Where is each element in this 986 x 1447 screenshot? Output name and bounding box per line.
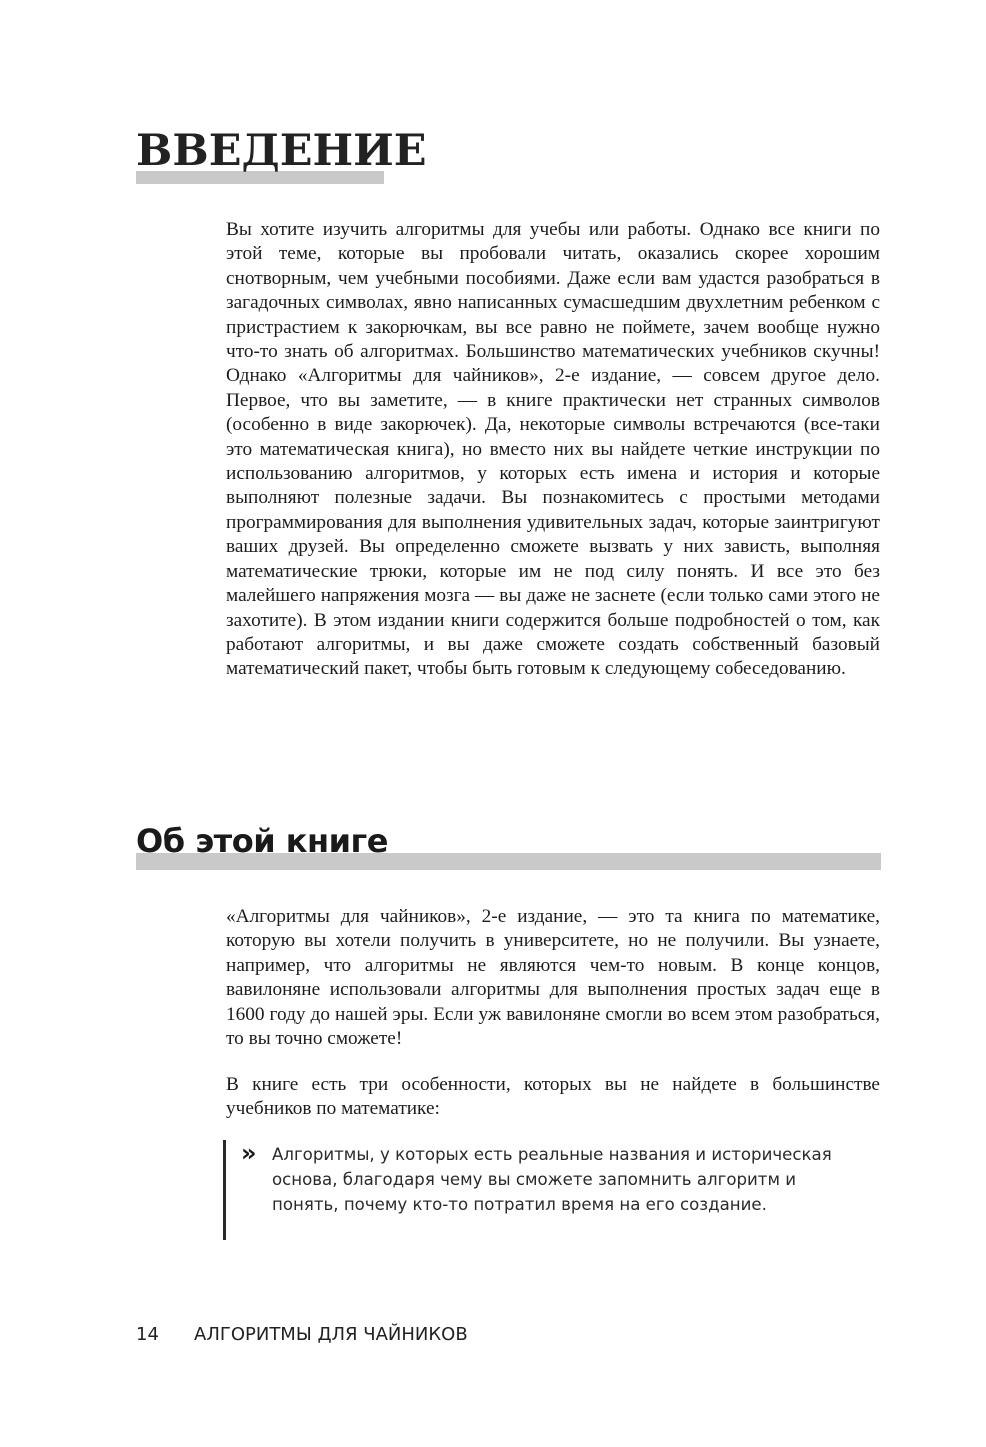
bullet-vertical-rule: [223, 1140, 226, 1240]
page-footer: [136, 1322, 468, 1348]
chapter-title: [136, 118, 427, 184]
page-number: 14: [136, 1324, 159, 1345]
section-title-about: [136, 818, 881, 870]
bullet-list-item: [223, 1140, 863, 1240]
running-title: АЛГОРИТМЫ ДЛЯ ЧАЙНИКОВ: [194, 1324, 468, 1345]
double-chevron-icon: »: [241, 1139, 257, 1167]
chapter-title-text: ВВЕДЕНИЕ: [136, 126, 427, 176]
about-paragraph-2: В книге есть три особенности, которых вы не найдете в большинстве учебников по математике:: [226, 1074, 880, 1120]
intro-paragraph: Вы хотите изучить алгоритмы для учебы или работы. Однако все книги по этой теме, которые вы пробовали читать, оказались скорее хорошим снотворным, чем учебными пособиями. Даже если вам удастся разобраться в загадочных символах, явно написанных сумасшедшим двухлетним ребенком с пристрастием к закорючкам, вы все равно не поймете, зачем вообще нужно что-то знать об алгоритмах. Большинство математических учебников скучны! Однако «Алгоритмы для чайников», 2-е издание, — совсем другое дело. Первое, что вы заметите, — в книге практически нет странных символов (особенно в виде закорючек). Да, некоторые символы встречаются (все-таки это математическая книга), но вместо них вы найдете четкие инструкции по использованию алгоритмов, у которых есть имена и история и которые выполняют полезные задачи. Вы познакомитесь с простыми методами программирования для выполнения удивительных задач, которые заинтригуют ваших друзей. Вы определенно сможете вызвать у них зависть, выполняя математические трюки, которые им не под силу понять. И все это без малейшего напряжения мозга — вы даже не заснете (если только сами этого не захотите). В этом издании книги содержится больше подробностей о том, как работают алгоритмы, и вы даже сможете создать собственный базовый математический пакет, чтобы быть готовым к следующему собеседованию.: [226, 219, 880, 680]
section-title-text: Об этой книге: [136, 822, 388, 860]
about-paragraph-1: «Алгоритмы для чайников», 2-е издание, — это та книга по математике, которую вы хотели получить в университете, но не получили. Вы узнаете, например, что алгоритмы не являются чем-то новым. В конце концов, вавилоняне использовали алгоритмы для выполнения простых задач еще в 1600 году до нашей эры. Если уж вавилоняне смогли во всем этом разобраться, то вы точно сможете!: [226, 906, 880, 1050]
bullet-text: Алгоритмы, у которых есть реальные названия и историческая основа, благодаря чему вы сможете запомнить алгоритм и понять, почему кто-то потратил время на его создание.: [272, 1145, 832, 1215]
